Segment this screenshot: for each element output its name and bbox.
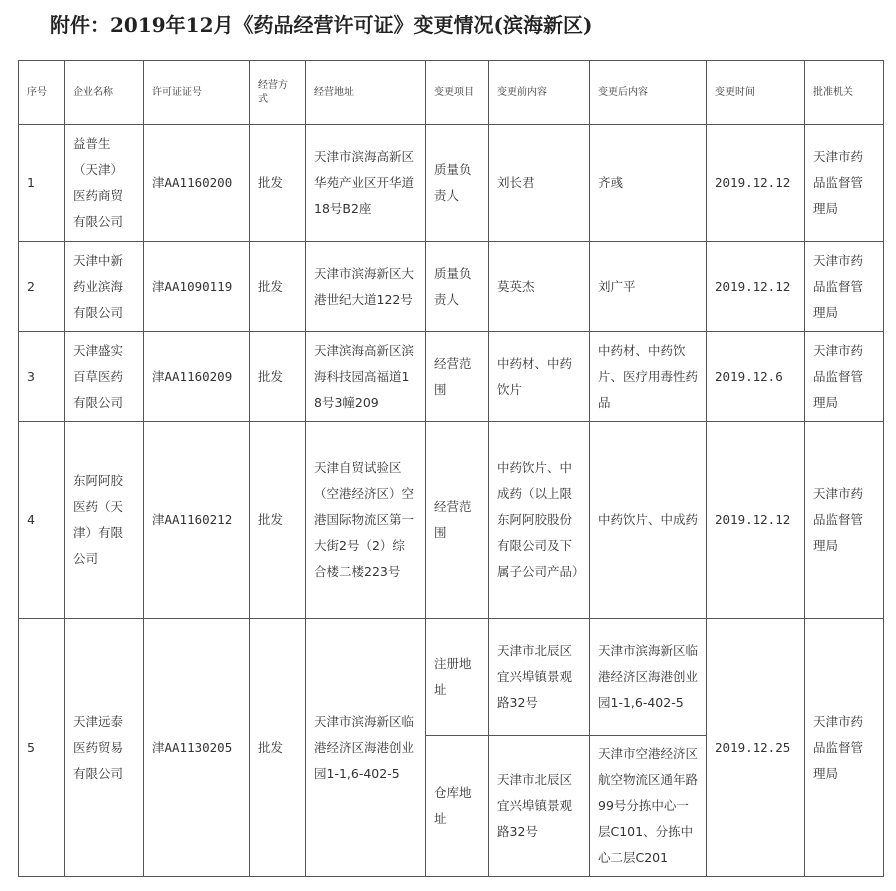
row-address: 天津市滨海高新区华苑产业区开华道18号B2座 — [306, 125, 426, 242]
row-license: 津AA1090119 — [144, 242, 250, 332]
row-date: 2019.12.12 — [707, 242, 805, 332]
header-no: 序号 — [19, 61, 65, 125]
row-before: 中药饮片、中成药（以上限东阿阿胶股份有限公司及下属子公司产品） — [489, 422, 590, 619]
row-authority: 天津市药品监督管理局 — [805, 332, 884, 422]
row-change-item: 质量负责人 — [426, 125, 489, 242]
row-authority: 天津市药品监督管理局 — [805, 422, 884, 619]
row-mode: 批发 — [250, 332, 306, 422]
row-address: 天津市滨海新区大港世纪大道122号 — [306, 242, 426, 332]
row-address: 天津自贸试验区（空港经济区）空港国际物流区第一大街2号（2）综合楼二楼223号 — [306, 422, 426, 619]
row-mode: 批发 — [250, 125, 306, 242]
row-company: 东阿阿胶医药（天津）有限公司 — [65, 422, 144, 619]
table-header-row — [19, 61, 884, 125]
row-license: 津AA1160200 — [144, 125, 250, 242]
header-company: 企业名称 — [65, 61, 144, 125]
row-license: 津AA1130205 — [144, 619, 250, 877]
row-before: 天津市北辰区宜兴埠镇景观路32号 — [489, 736, 590, 877]
row-date: 2019.12.12 — [707, 422, 805, 619]
row-address: 天津市滨海新区临港经济区海港创业园1-1,6-402-5 — [306, 619, 426, 877]
row-company: 天津中新药业滨海有限公司 — [65, 242, 144, 332]
row-date: 2019.12.6 — [707, 332, 805, 422]
row-change-item: 经营范围 — [426, 332, 489, 422]
row-authority: 天津市药品监督管理局 — [805, 125, 884, 242]
row-before: 莫英杰 — [489, 242, 590, 332]
row-no: 5 — [19, 619, 65, 877]
row-before: 刘长君 — [489, 125, 590, 242]
row-company: 天津远泰医药贸易有限公司 — [65, 619, 144, 877]
row-date: 2019.12.12 — [707, 125, 805, 242]
header-date: 变更时间 — [707, 61, 805, 125]
row-no: 4 — [19, 422, 65, 619]
table-row — [19, 332, 884, 422]
row-after: 齐彧 — [590, 125, 707, 242]
row-mode: 批发 — [250, 422, 306, 619]
table-row — [19, 242, 884, 332]
row-date: 2019.12.25 — [707, 619, 805, 877]
row-address: 天津滨海高新区滨海科技园高福道18号3幢209 — [306, 332, 426, 422]
header-mode: 经营方式 — [250, 61, 306, 125]
row-no: 1 — [19, 125, 65, 242]
row-after: 天津市滨海新区临港经济区海港创业园1-1,6-402-5 — [590, 619, 707, 736]
row-authority: 天津市药品监督管理局 — [805, 242, 884, 332]
row-change-item: 质量负责人 — [426, 242, 489, 332]
license-change-table — [18, 60, 884, 877]
row-no: 3 — [19, 332, 65, 422]
row-license: 津AA1160212 — [144, 422, 250, 619]
table-row — [19, 619, 884, 736]
header-address: 经营地址 — [306, 61, 426, 125]
table-row — [19, 125, 884, 242]
header-item: 变更项目 — [426, 61, 489, 125]
row-mode: 批发 — [250, 242, 306, 332]
page-title: 附件：2019年12月《药品经营许可证》变更情况(滨海新区) — [50, 13, 593, 37]
row-no: 2 — [19, 242, 65, 332]
row-before: 中药材、中药饮片 — [489, 332, 590, 422]
header-authority: 批准机关 — [805, 61, 884, 125]
row-company: 天津盛实百草医药有限公司 — [65, 332, 144, 422]
row-after: 刘广平 — [590, 242, 707, 332]
row-after: 天津市空港经济区航空物流区通年路99号分拣中心一层C101、分拣中心二层C201 — [590, 736, 707, 877]
row-mode: 批发 — [250, 619, 306, 877]
row-change-item: 注册地址 — [426, 619, 489, 736]
row-before: 天津市北辰区宜兴埠镇景观路32号 — [489, 619, 590, 736]
row-after: 中药材、中药饮片、医疗用毒性药品 — [590, 332, 707, 422]
header-after: 变更后内容 — [590, 61, 707, 125]
row-company: 益普生（天津）医药商贸有限公司 — [65, 125, 144, 242]
header-before: 变更前内容 — [489, 61, 590, 125]
table-row — [19, 422, 884, 619]
row-change-item: 经营范围 — [426, 422, 489, 619]
row-license: 津AA1160209 — [144, 332, 250, 422]
row-authority: 天津市药品监督管理局 — [805, 619, 884, 877]
header-license: 许可证证号 — [144, 61, 250, 125]
row-after: 中药饮片、中成药 — [590, 422, 707, 619]
row-change-item: 仓库地址 — [426, 736, 489, 877]
